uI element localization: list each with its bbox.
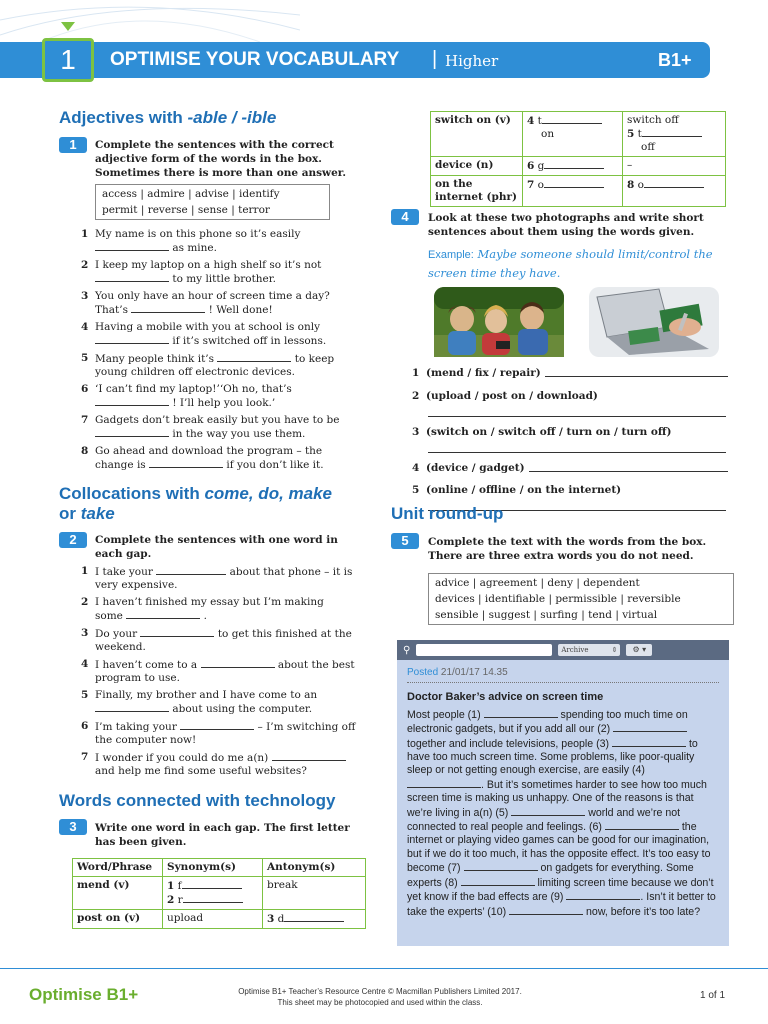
section-1-heading: Adjectives with -able / -ible: [59, 108, 277, 127]
answer-gap[interactable]: [95, 427, 169, 437]
exercise-2-list: [81, 565, 371, 782]
list-item: 1 I take your about that phone – it is very expensive.: [81, 565, 353, 591]
list-item: 7 Gadgets don’t break easily but you have to be in the way you use them.: [81, 414, 340, 440]
table-row: on the internet (phr) 7 o 8 o: [431, 176, 726, 207]
blog-text: Most people (1) spending too much time on electronic gadgets, but if you add all our (2) together and include televisions, people (3) to have too much screen time. Some problems, like poor-quality sleep or not getting enough exercise, are easily (4) . But it’s sometimes harder to see how too much screen time is making us unhappy. One of the reasons is that we’re living in a(n) (5) world and we’re not connected to real people and feelings. (6) the internet or playing video games can be good for our imagination, but if we do it too much, it has the opposite effect. It’s too easy to become (7) on gadgets for everything. Some experts (8) limiting screen time because we don’t yet know if the bad effects are (9) . Isn’t it better to take the experts’ (10) now, before it’s too late?: [407, 708, 716, 918]
answer-gap[interactable]: [529, 462, 728, 472]
answer-gap[interactable]: [461, 876, 535, 886]
blog-post-panel: [397, 640, 729, 946]
settings-gear-icon[interactable]: ⚙ ▾: [626, 644, 652, 656]
answer-gap[interactable]: [201, 658, 275, 668]
vocabulary-table-part-1: [72, 858, 366, 929]
answer-gap[interactable]: [131, 303, 205, 313]
laptop-repair-photo: [589, 287, 719, 357]
answer-gap[interactable]: [464, 861, 538, 871]
answer-gap[interactable]: [484, 708, 558, 718]
search-icon[interactable]: ⚲: [403, 644, 411, 656]
list-item: 3 (switch on / switch off / turn on / turn off): [412, 426, 672, 438]
answer-gap[interactable]: [182, 879, 242, 889]
list-item: 5 (online / offline / on the internet): [412, 484, 622, 496]
exercise-5-instruction: Complete the text with the words from the box. There are three extra words you do not need.: [428, 536, 707, 562]
blog-title: Doctor Baker’s advice on screen time: [407, 691, 604, 704]
answer-gap[interactable]: [95, 241, 169, 251]
exercise-4-instruction: Look at these two photographs and write short sentences about them using the words given.: [428, 212, 704, 238]
list-item: 2 I haven’t finished my essay but I’m making some .: [81, 596, 324, 622]
exercise-1-list: [81, 228, 371, 476]
list-item: 2 (upload / post on / download): [412, 390, 598, 402]
answer-line[interactable]: [428, 407, 728, 417]
dotted-divider: [407, 682, 719, 683]
exercise-1-word-box: access | admire | advise | identify permit | reverse | sense | terror: [95, 184, 330, 220]
column-header: Antonym(s): [263, 859, 366, 877]
search-input[interactable]: [416, 644, 552, 656]
answer-gap[interactable]: [95, 272, 169, 282]
exercise-4-list: [412, 367, 728, 515]
list-item: 6 ‘I can’t find my laptop!’‘Oh no, that’s ! I’ll help you look.’: [81, 383, 292, 409]
page-number: 1 of 1: [700, 990, 726, 1001]
list-item: 4 (device / gadget): [412, 462, 728, 475]
exercise-2-instruction: Complete the sentences with one word in each gap.: [95, 534, 338, 560]
vocabulary-table-part-2: [430, 111, 726, 207]
answer-gap[interactable]: [545, 367, 728, 377]
exercise-5-word-box: advice | agreement | deny | dependent devices | identifiable | permissible | reversible sensible | suggest | surfing | tend | virtual: [428, 573, 734, 625]
exercise-1-badge: 1: [59, 137, 87, 153]
list-item: 3 Do your to get this finished at the weekend.: [81, 627, 352, 653]
answer-gap[interactable]: [140, 627, 214, 637]
exercise-4-example: Example: Maybe someone should limit/control the screen time they have.: [428, 247, 713, 280]
table-row: mend (v) 1 f 2 r break: [73, 877, 366, 910]
list-item: 2 I keep my laptop on a high shelf so it’s not to my little brother.: [81, 259, 322, 285]
table-row: device (n) 6 g –: [431, 157, 726, 176]
answer-gap[interactable]: [612, 737, 686, 747]
title-separator: |: [432, 48, 438, 70]
footer-copyright: Optimise B1+ Teacher’s Resource Centre © Macmillan Publishers Limited 2017. This sheet may be photocopied and used within the class.: [238, 987, 522, 1007]
list-item: 4 Having a mobile with you at school is only if it’s switched off in lessons.: [81, 321, 327, 347]
answer-gap[interactable]: [180, 720, 254, 730]
column-header: Synonym(s): [163, 859, 263, 877]
post-timestamp: Posted 21/01/17 14.35: [407, 667, 508, 678]
answer-gap[interactable]: [284, 912, 344, 922]
answer-gap[interactable]: [613, 722, 687, 732]
answer-gap[interactable]: [566, 890, 640, 900]
answer-gap[interactable]: [95, 702, 169, 712]
list-item: 6 I’m taking your – I’m switching off the computer now!: [81, 720, 356, 746]
list-item: 5 Many people think it’s to keep young children off electronic devices.: [81, 352, 335, 378]
exercise-5-badge: 5: [391, 533, 419, 549]
exercise-3-instruction: Write one word in each gap. The first letter has been given.: [95, 822, 350, 848]
answer-gap[interactable]: [511, 806, 585, 816]
exercise-3-badge: 3: [59, 819, 87, 835]
teens-with-phone-photo: [434, 287, 564, 357]
answer-gap[interactable]: [605, 820, 679, 830]
section-2-heading: Collocations with come, do, make or take: [59, 484, 333, 523]
answer-gap[interactable]: [272, 751, 346, 761]
column-header: Word/Phrase: [73, 859, 163, 877]
table-row: switch on (v) 4 t on switch off 5 t off: [431, 112, 726, 157]
blog-toolbar: [397, 640, 729, 660]
footer-divider: [0, 968, 768, 969]
table-row: post on (v) upload 3 d: [73, 910, 366, 929]
exercise-2-badge: 2: [59, 532, 87, 548]
answer-gap[interactable]: [644, 178, 704, 188]
list-item: 4 I haven’t come to a about the best program to use.: [81, 658, 355, 684]
answer-gap[interactable]: [149, 458, 223, 468]
answer-gap[interactable]: [544, 178, 604, 188]
section-5-heading: Unit round-up: [391, 504, 504, 523]
answer-gap[interactable]: [407, 778, 481, 788]
list-item: 8 Go ahead and download the program – the change is if you don’t like it.: [81, 445, 324, 471]
header-decoration: [0, 0, 300, 42]
answer-gap[interactable]: [642, 127, 702, 137]
worksheet-level: Higher: [445, 52, 499, 70]
answer-gap[interactable]: [544, 159, 604, 169]
answer-gap[interactable]: [542, 114, 602, 124]
list-item: 1 (mend / fix / repair): [412, 367, 728, 380]
answer-gap[interactable]: [183, 893, 243, 903]
archive-dropdown[interactable]: Archive ⇕: [558, 644, 620, 656]
footer-brand: Optimise B1+: [29, 985, 139, 1004]
course-level: B1+: [658, 50, 692, 70]
answer-gap[interactable]: [509, 905, 583, 915]
list-item: 3 You only have an hour of screen time a day? That’s ! Well done!: [81, 290, 330, 316]
answer-gap[interactable]: [95, 334, 169, 344]
unit-number: 1: [42, 38, 94, 82]
exercise-4-badge: 4: [391, 209, 419, 225]
list-item: 7 I wonder if you could do me a(n) and help me find some useful websites?: [81, 751, 371, 778]
exercise-1-instruction: Complete the sentences with the correct adjective form of the words in the box. Sometimes there is more than one answer.: [95, 139, 346, 179]
list-item: 1 My name is on this phone so it’s easily as mine.: [81, 228, 301, 254]
answer-gap[interactable]: [156, 565, 226, 575]
list-item: 5 Finally, my brother and I have come to an about using the computer.: [81, 689, 318, 715]
section-3-heading: Words connected with technology: [59, 791, 336, 810]
answer-gap[interactable]: [126, 609, 200, 619]
answer-line[interactable]: [428, 443, 728, 453]
answer-gap[interactable]: [217, 352, 291, 362]
worksheet-title: OPTIMISE YOUR VOCABULARY: [110, 49, 400, 70]
answer-gap[interactable]: [95, 396, 169, 406]
marker-triangle-icon: [61, 22, 75, 31]
